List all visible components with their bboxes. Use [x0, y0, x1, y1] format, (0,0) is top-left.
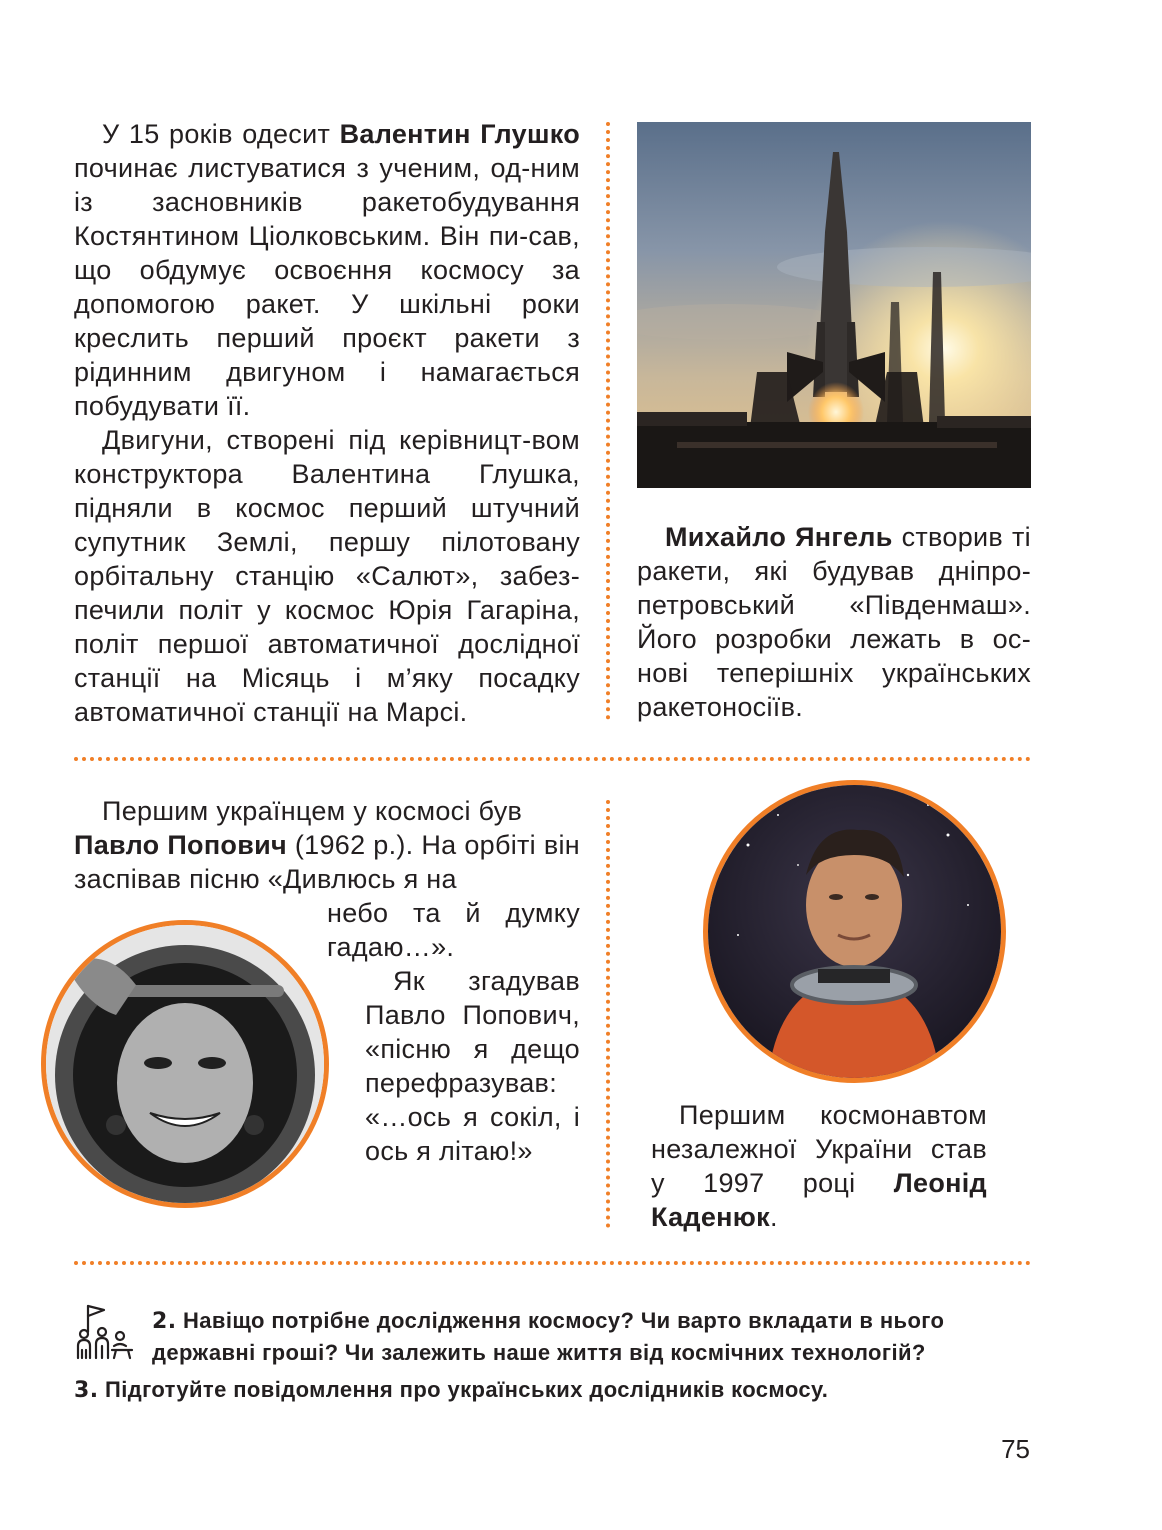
section-divider-1	[74, 757, 1031, 761]
column-divider-bottom	[606, 800, 610, 1228]
popovych-name: Павло Попович	[74, 830, 287, 860]
kadenyuk-name: Леонід Каденюк	[651, 1168, 987, 1232]
kadenyuk-paragraph: Першим космонавтом незалежної України став у 1997 році Леонід Каденюк.	[651, 1100, 987, 1232]
column-divider-top	[606, 122, 610, 720]
popovych-paragraph-1: Першим українцем у космосі був Павло Попович (1962 р.). На орбіті він заспівав пісню «Дивлюсь я на	[74, 796, 580, 894]
discussion-group-icon	[74, 1302, 136, 1360]
rocket-launch-photo	[637, 122, 1031, 488]
page-number: 75	[1001, 1434, 1030, 1464]
task-3: 3. Підготуйте повідомлення про українських дослідників космосу.	[74, 1377, 829, 1403]
kadenyuk-photo	[703, 780, 1006, 1083]
task-2: 2. Навіщо потрібне дослідження космосу? Чи варто вкладати в нього державні гроші? Чи залежить наше життя від космічних технологій?	[152, 1308, 945, 1365]
popovych-paragraph-2: небо та й думку гадаю…».	[327, 898, 580, 962]
popovych-photo	[41, 920, 329, 1208]
yangel-name: Михайло Янгель	[665, 522, 893, 552]
yangel-paragraph: Михайло Янгель створив ті ракети, які будував дніпро-петровський «Південмаш». Його розробки лежать в ос-нові теперішніх українських ракетоносіїв.	[637, 522, 1031, 722]
glushko-paragraph-1: У 15 років одесит Валентин Глушко починає листуватися з ученим, од-ним із засновників ракетобудування Костянтином Ціолковським. Він пи-сав, що обдумує освоєння космосу за допомогою ракет. У шкільні роки креслить перший проєкт ракети з рідинним двигуном і намагається побудувати її.	[74, 119, 580, 421]
section-divider-2	[74, 1261, 1031, 1265]
glushko-name: Валентин Глушко	[339, 119, 580, 149]
glushko-paragraph-2: Двигуни, створені під керівницт-вом конструктора Валентина Глушка, підняли в космос перший штучний супутник Землі, першу пілотовану орбітальну станцію «Салют», забез-печили політ у космос Юрія Гагаріна, політ першої автоматичної дослідної станції на Місяць і м’яку посадку автоматичної станції на Марсі.	[74, 425, 580, 727]
popovych-paragraph-3: Як згадував Павло Попович, «пісню я дещо перефразував: «…ось я сокіл, і ось я літаю!»	[365, 966, 580, 1166]
